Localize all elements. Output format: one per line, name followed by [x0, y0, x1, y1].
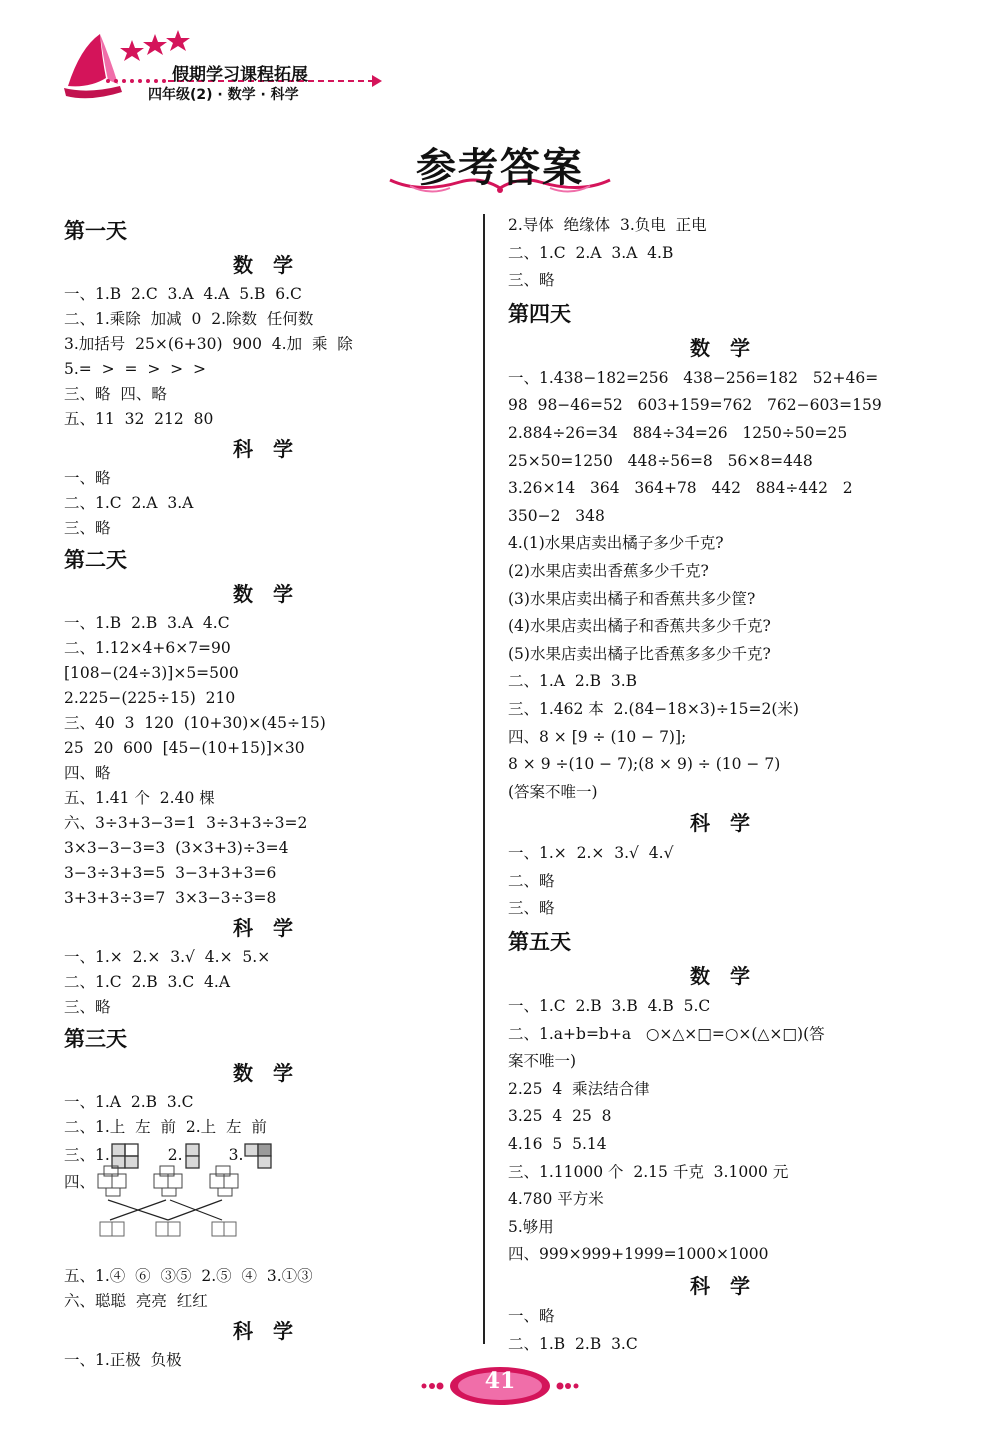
answer-line: 六、聪聪 亮亮 红红	[64, 1292, 208, 1310]
answer-line: 4.16 5 5.14	[508, 1135, 607, 1154]
answer-line: 98 98−46=52 603+159=762 762−603=159	[508, 396, 882, 415]
view-matching-figure	[90, 1164, 260, 1240]
answer-line: [108−(24÷3)]×5=500	[64, 664, 239, 682]
answer-line: 二、略	[508, 871, 555, 890]
answer-line: 4.(1)水果店卖出橘子多少千克?	[508, 534, 724, 553]
page-number: 41	[484, 1368, 516, 1394]
grade-subject-title: 四年级(2) · 数学 · 科学	[148, 87, 299, 103]
answer-line: 25×50=1250 448÷56=8 56×8=448	[508, 451, 813, 470]
answer-line: 案不唯一)	[508, 1052, 577, 1071]
answer-text: 2.	[167, 1146, 183, 1164]
answer-line: 三、1.462 本 2.(84−18×3)÷15=2(米)	[508, 699, 799, 718]
stars-icon	[120, 30, 190, 61]
answer-line: (3)水果店卖出橘子和香蕉共多少筐?	[508, 589, 756, 608]
cube-outline-icon	[212, 1222, 236, 1236]
answer-line: (4)水果店卖出橘子和香蕉共多少千克?	[508, 617, 771, 636]
cube-stack-icon	[210, 1166, 238, 1196]
answer-line: 3.加括号 25×(6+30) 900 4.加 乘 除	[64, 335, 353, 353]
subject-heading: 数学	[690, 335, 770, 360]
answer-line: 三、略	[64, 998, 111, 1016]
main-title-block	[380, 128, 620, 198]
answer-line: 四、999×999+1999=1000×1000	[508, 1245, 769, 1264]
answer-line: 四、8 × [9 ÷ (10 − 7)];	[508, 727, 687, 746]
answer-line: 一、1.438−182=256 438−256=182 52+46=	[508, 368, 879, 387]
cube-stack-icon	[98, 1166, 126, 1196]
answer-line: 一、1.B 2.B 3.A 4.C	[64, 614, 230, 632]
answer-line: 五、1.④ ⑥ ③⑤ 2.⑤ ④ 3.①③	[64, 1267, 313, 1285]
cube-stack-icon	[154, 1166, 182, 1196]
day-heading: 第一天	[64, 219, 127, 243]
rocket-icon	[64, 34, 122, 98]
answer-line: 五、11 32 212 80	[64, 410, 214, 428]
answer-line: 三、略 四、略	[64, 385, 167, 403]
answer-text: 3.	[228, 1146, 244, 1164]
answer-line: 一、1.× 2.× 3.√ 4.× 5.×	[64, 948, 271, 966]
answer-line: 三、略	[508, 899, 555, 918]
answer-line: 三、40 3 120 (10+30)×(45÷15)	[64, 714, 326, 732]
answer-line: 5.= > = > > >	[64, 360, 206, 378]
answer-line: 8 × 9 ÷(10 − 7);(8 × 9) ÷ (10 − 7)	[508, 755, 781, 774]
answer-line: 三、1.11000 个 2.15 千克 3.1000 元	[508, 1162, 789, 1181]
answer-line: 二、1.上 左 前 2.上 左 前	[64, 1118, 267, 1136]
subject-heading: 科学	[233, 1319, 313, 1343]
answer-line: 一、略	[508, 1307, 555, 1325]
answer-line: 二、1.A 2.B 3.B	[508, 672, 638, 691]
answer-line: 25 20 600 [45−(10+15)]×30	[64, 739, 305, 757]
series-title: 假期学习课程拓展	[172, 65, 308, 85]
answer-line: (答案不唯一)	[508, 782, 598, 801]
answer-line: 350−2 348	[508, 506, 605, 525]
answer-line: 四、略	[64, 764, 111, 782]
answer-line-figure	[64, 1170, 462, 1264]
answer-line: 三、略	[64, 519, 111, 537]
arrow-right-icon	[372, 75, 382, 87]
answer-line: 二、1.C 2.A 3.A 4.B	[508, 243, 674, 262]
page-title: 参考答案	[416, 145, 584, 191]
subject-heading: 科学	[690, 811, 770, 836]
answer-line: 六、3÷3+3−3=1 3÷3+3÷3=2	[64, 814, 308, 832]
subject-heading: 数学	[233, 582, 313, 606]
cube-outline-icon	[100, 1222, 124, 1236]
answer-line: 三、略	[508, 271, 555, 290]
answer-line: 二、1.C 2.A 3.A	[64, 494, 194, 512]
answer-line: 2.导体 绝缘体 3.负电 正电	[508, 216, 707, 234]
right-answer-column	[508, 212, 928, 1358]
answer-line: 二、1.乘除 加减 0 2.除数 任何数	[64, 310, 314, 328]
answer-text: 四、	[64, 1173, 96, 1191]
column-divider	[483, 214, 485, 1344]
answer-line: 2.884÷26=34 884÷34=26 1250÷50=25	[508, 423, 848, 442]
answer-line: 3×3−3−3=3 (3×3+3)÷3=4	[64, 839, 289, 857]
answer-line: 一、1.C 2.B 3.B 4.B 5.C	[508, 997, 711, 1016]
dotted-rule	[106, 79, 166, 83]
day-heading: 第五天	[508, 930, 571, 955]
answer-line: 3.25 4 25 8	[508, 1107, 612, 1126]
day-heading: 第三天	[64, 1027, 127, 1051]
answer-line: 5.够用	[508, 1217, 554, 1236]
answer-line: (2)水果店卖出香蕉多少千克?	[508, 561, 709, 580]
left-answer-column	[64, 212, 462, 1373]
answer-line: 2.225−(225÷15) 210	[64, 689, 236, 707]
answer-line: 一、1.A 2.B 3.C	[64, 1093, 194, 1111]
answer-line: 一、略	[64, 469, 111, 487]
subject-heading: 科学	[690, 1274, 770, 1298]
subject-heading: 科学	[233, 437, 313, 461]
answer-line: 二、1.C 2.B 3.C 4.A	[64, 973, 231, 991]
answer-line: 五、1.41 个 2.40 棵	[64, 789, 215, 807]
subject-heading: 数学	[233, 1061, 313, 1085]
day-heading: 第四天	[508, 301, 571, 326]
answer-line: 一、1.正极 负极	[64, 1351, 182, 1369]
answer-line: 3−3÷3+3=5 3−3+3+3=6	[64, 864, 277, 882]
cube-outline-icon	[156, 1222, 180, 1236]
answer-line: 二、1.a+b=b+a ○×△×□=○×(△×□)(答	[508, 1024, 825, 1043]
answer-text: 三、1.	[64, 1146, 110, 1164]
answer-line: 二、1.12×4+6×7=90	[64, 639, 231, 657]
answer-line: 二、1.B 2.B 3.C	[508, 1334, 638, 1353]
subject-heading: 数学	[690, 964, 770, 989]
answer-line: 一、1.× 2.× 3.√ 4.√	[508, 844, 674, 863]
subject-heading: 科学	[233, 916, 313, 940]
answer-line: (5)水果店卖出橘子比香蕉多多少千克?	[508, 644, 771, 663]
answer-line: 2.25 4 乘法结合律	[508, 1079, 650, 1098]
subject-heading: 数学	[233, 253, 313, 277]
day-heading: 第二天	[64, 548, 127, 572]
answer-line: 4.780 平方米	[508, 1190, 604, 1209]
answer-line: 3.26×14 364 364+78 442 884÷442 2	[508, 479, 853, 498]
answer-line: 一、1.B 2.C 3.A 4.A 5.B 6.C	[64, 285, 302, 303]
answer-line: 3+3+3÷3=7 3×3−3÷3=8	[64, 889, 277, 907]
